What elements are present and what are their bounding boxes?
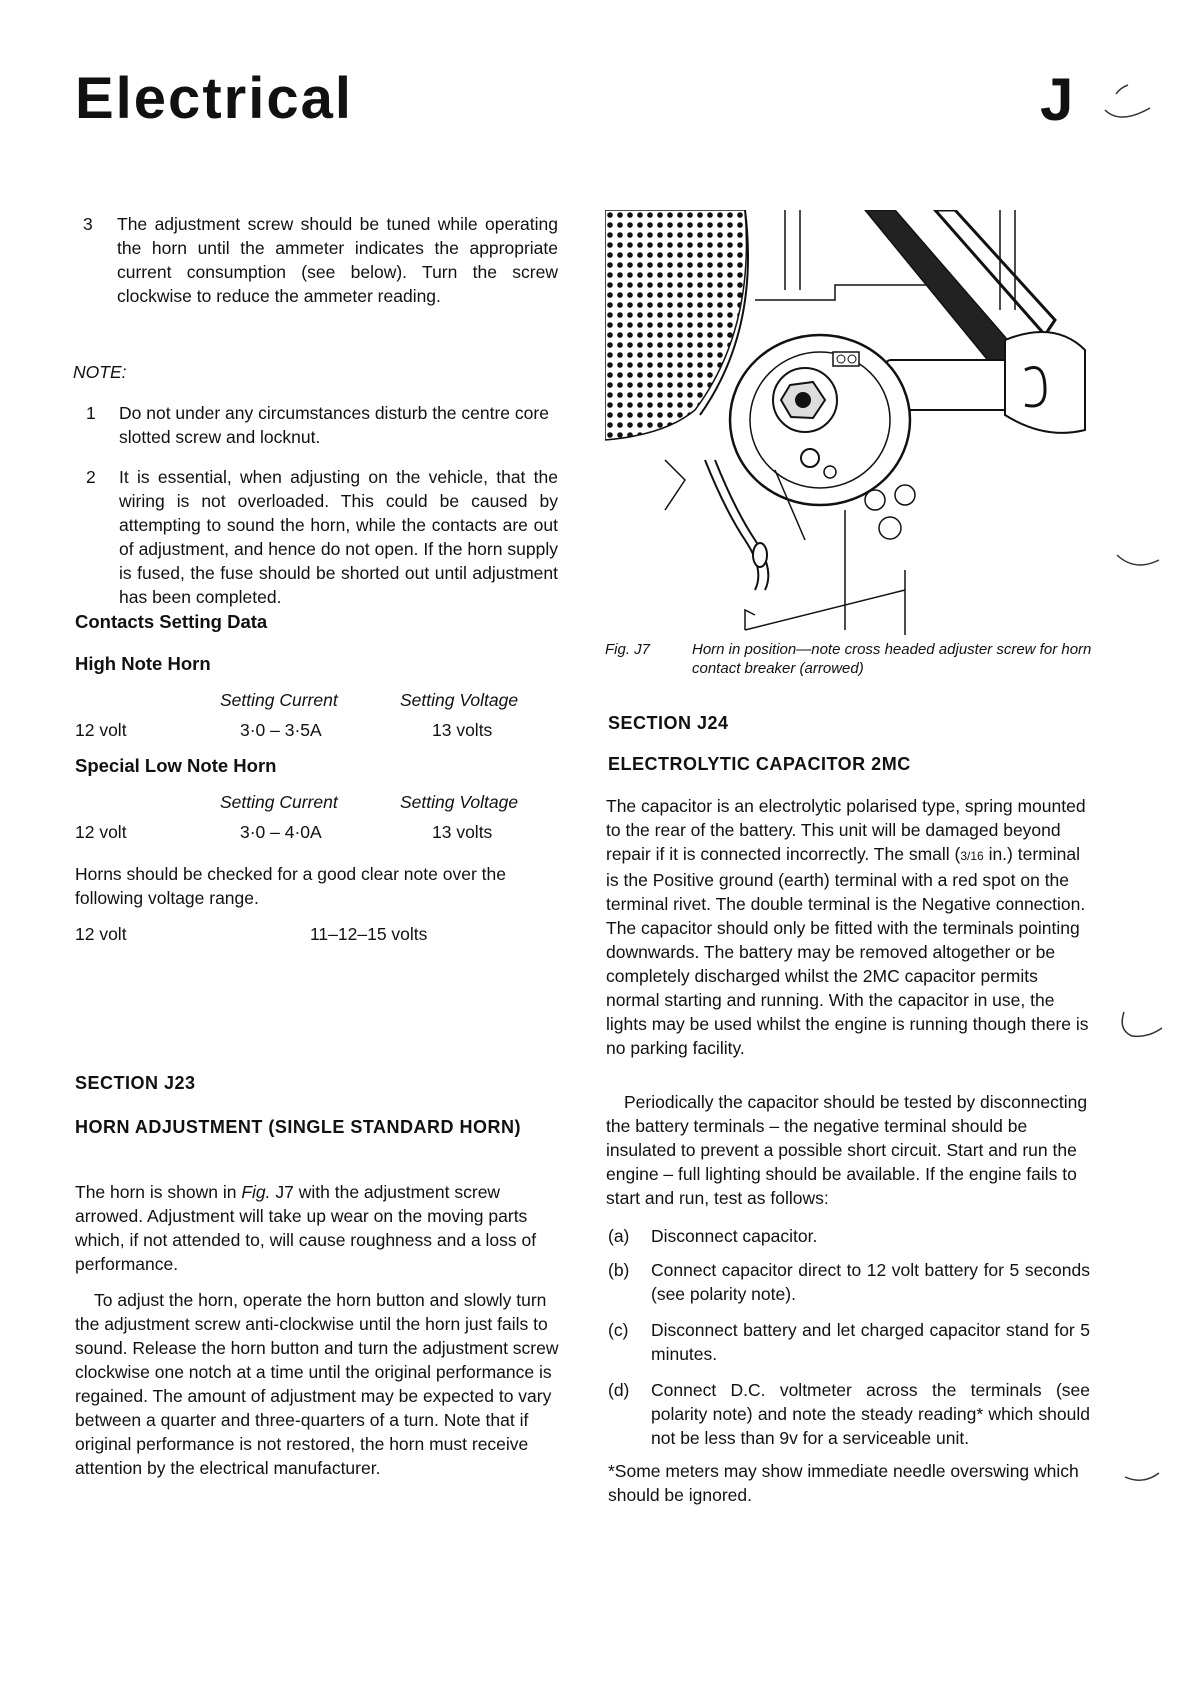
test-step-c	[608, 1318, 1090, 1366]
test-step-d	[608, 1378, 1090, 1450]
low-row-volt: 12 volt	[75, 822, 127, 842]
section-letter: J	[1040, 66, 1074, 133]
j23-p1-start: The horn is shown in	[75, 1182, 242, 1202]
low-note-heading: Special Low Note Horn	[75, 755, 277, 776]
j23-p1-end: J7 with the adjustment screw arrowed. Adjustment will take up wear on the moving parts which, if not attended to, will cause roughness and a loss of performance.	[75, 1182, 537, 1274]
figure-label: Fig. J7	[605, 641, 651, 658]
note-number: 2	[86, 467, 96, 487]
binder-mark-4	[1115, 1455, 1165, 1495]
note-text: Do not under any circumstances disturb the centre core slotted screw and locknut.	[119, 403, 549, 447]
range-row-volt: 12 volt	[75, 924, 127, 944]
high-note-heading: High Note Horn	[75, 653, 211, 674]
binder-mark-top	[1100, 80, 1160, 130]
note-number: 1	[86, 403, 96, 423]
voltage-range-text: Horns should be checked for a good clear note over the following voltage range.	[75, 864, 506, 908]
high-row-voltage: 13 volts	[432, 720, 493, 740]
low-row-current: 3·0 – 4·0A	[240, 822, 322, 842]
step-number: 3	[83, 214, 93, 234]
j23-paragraph-1	[75, 1180, 559, 1276]
step-text: Disconnect battery and let charged capacitor stand for 5 minutes.	[651, 1320, 1090, 1364]
fig-reference: Fig.	[241, 1182, 271, 1202]
col-header-current: Setting Current	[220, 690, 338, 710]
j24-paragraph-2: Periodically the capacitor should be tested by disconnecting the battery terminals – the negative terminal should be insulated to prevent a possible short circuit. Start and run the engine – full lighting should be available. If the engine fails to start and run, test as follows:	[606, 1092, 1088, 1208]
col-header-voltage: Setting Voltage	[400, 690, 519, 710]
contacts-heading: Contacts Setting Data	[75, 611, 268, 632]
horn-figure	[605, 210, 1090, 635]
j24-title: ELECTROLYTIC CAPACITOR 2MC	[608, 754, 911, 774]
step-text: The adjustment screw should be tuned while operating the horn until the ammeter indicates the appropriate current consumption (see below). Turn the screw clockwise to reduce the ammeter reading.	[117, 214, 558, 306]
note-1	[86, 401, 558, 449]
step-label: (b)	[608, 1260, 630, 1280]
footnote: *Some meters may show immediate needle overswing which should be ignored.	[608, 1461, 1079, 1505]
step-label: (d)	[608, 1380, 630, 1400]
note-label: NOTE:	[73, 362, 127, 382]
section-j23-heading: SECTION J23	[75, 1073, 196, 1093]
step-label: (c)	[608, 1320, 629, 1340]
step-text: Disconnect capacitor.	[651, 1226, 818, 1246]
low-row-voltage: 13 volts	[432, 822, 493, 842]
high-row-volt: 12 volt	[75, 720, 127, 740]
j24-p1-end: in.) terminal is the Positive ground (earth) terminal with a red spot on the terminal rivet. The double terminal is the Negative connection. The capacitor should only be fitted with the terminals pointing downwards. The battery may be removed altogether or be completely discharged whilst the 2MC capacitor permits normal starting and running. With the capacitor in use, the lights may be used whilst the engine is running though there is no parking facility.	[606, 844, 1089, 1058]
j24-p1-start: The capacitor is an electrolytic polarised type, spring mounted to the rear of the battery. This unit will be damaged beyond repair if it is connected incorrectly. The small (	[606, 796, 1086, 864]
step-3	[83, 212, 558, 308]
step-text: Connect D.C. voltmeter across the terminals (see polarity note) and note the steady reading* which should not be less than 9v for a serviceable unit.	[651, 1380, 1090, 1448]
section-j24-heading: SECTION J24	[608, 713, 729, 733]
binder-mark-3	[1118, 1010, 1168, 1050]
test-step-a	[608, 1224, 1090, 1248]
note-text: It is essential, when adjusting on the vehicle, that the wiring is not overloaded. This could be caused by attempting to sound the horn, while the contacts are out of adjustment, and hence do not open. If the horn supply is fused, the fuse should be shorted out until adjustment has been completed.	[119, 467, 558, 607]
j23-title: HORN ADJUSTMENT (SINGLE STANDARD HORN)	[75, 1117, 521, 1137]
binder-mark-2	[1115, 540, 1165, 580]
step-text: Connect capacitor direct to 12 volt battery for 5 seconds (see polarity note).	[651, 1260, 1090, 1304]
note-2	[86, 465, 558, 609]
step-label: (a)	[608, 1226, 630, 1246]
col-header-voltage-2: Setting Voltage	[400, 792, 519, 812]
j24-paragraph-1	[606, 794, 1090, 1060]
test-step-b	[608, 1258, 1090, 1306]
terminal-size-fraction: 3/16	[960, 849, 984, 863]
figure-caption: Horn in position—note cross headed adjuster screw for horn contact breaker (arrowed)	[692, 641, 1092, 677]
range-row-range: 11–12–15 volts	[310, 924, 428, 944]
j23-paragraph-2: To adjust the horn, operate the horn button and slowly turn the adjustment screw anti-clockwise until the horn just fails to sound. Release the horn button and turn the adjustment screw clockwise one notch at a time until the original performance is regained. The amount of adjustment may be expected to vary between a quarter and three-quarters of a turn. Note that if original performance is not restored, the horn must receive attention by the electrical manufacturer.	[75, 1290, 559, 1478]
col-header-current-2: Setting Current	[220, 792, 338, 812]
page-title: Electrical	[75, 66, 353, 131]
high-row-current: 3·0 – 3·5A	[240, 720, 322, 740]
